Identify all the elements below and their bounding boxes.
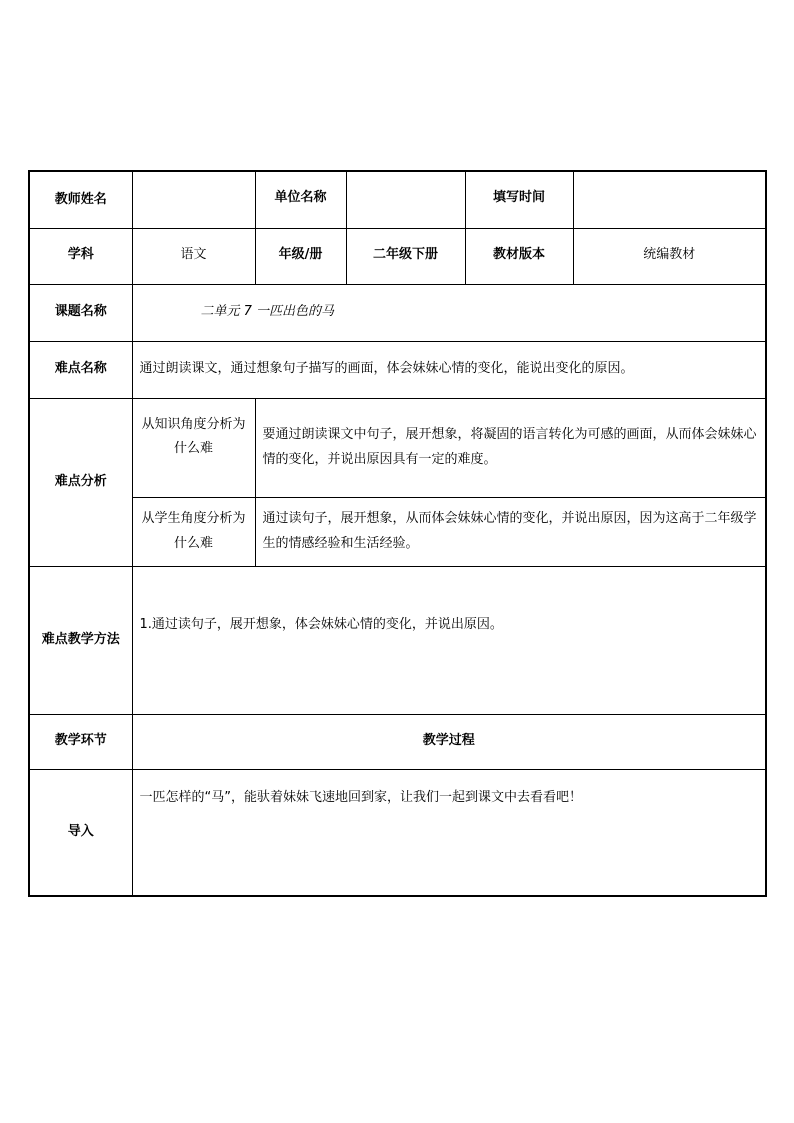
subject-value: 语文: [132, 228, 255, 284]
row-analysis-knowledge: [29, 398, 766, 497]
difficulty-label: 难点名称: [29, 341, 132, 398]
process-label: 教学过程: [132, 714, 766, 769]
subject-label: 学科: [29, 228, 132, 284]
row-method: [29, 566, 766, 714]
row-analysis-student: [29, 497, 766, 566]
analysis-knowledge-label: 从知识角度分析为什么难: [132, 398, 255, 497]
intro-label: 导入: [29, 769, 132, 896]
row-topic: [29, 284, 766, 341]
difficulty-value: 通过朗读课文，通过想象句子描写的画面，体会妹妹心情的变化，能说出变化的原因。: [132, 341, 766, 398]
teacher-name-label: 教师姓名: [29, 171, 132, 228]
row-intro: [29, 769, 766, 896]
fill-time-label: 填写时间: [465, 171, 573, 228]
textbook-value: 统编教材: [573, 228, 766, 284]
analysis-knowledge-value: 要通过朗读课文中句子，展开想象，将凝固的语言转化为可感的画面，从而体会妹妹心情的变化，并说出原因具有一定的难度。: [255, 398, 766, 497]
textbook-label: 教材版本: [465, 228, 573, 284]
row-stage-header: [29, 714, 766, 769]
analysis-student-value: 通过读句子，展开想象，从而体会妹妹心情的变化，并说出原因，因为这高于二年级学生的情感经验和生活经验。: [255, 497, 766, 566]
analysis-student-label: 从学生角度分析为什么难: [132, 497, 255, 566]
unit-name-label: 单位名称: [255, 171, 346, 228]
lesson-plan-table: [28, 170, 767, 897]
stage-label: 教学环节: [29, 714, 132, 769]
fill-time-value: [573, 171, 766, 228]
grade-value: 二年级下册: [346, 228, 465, 284]
row-teacher: [29, 171, 766, 228]
topic-value: 二单元 7 一匹出色的马: [132, 284, 766, 341]
method-value: 1.通过读句子，展开想象，体会妹妹心情的变化，并说出原因。: [132, 566, 766, 714]
method-label: 难点教学方法: [29, 566, 132, 714]
grade-label: 年级/册: [255, 228, 346, 284]
intro-value: 一匹怎样的“马”，能驮着妹妹飞速地回到家，让我们一起到课文中去看看吧！: [132, 769, 766, 896]
row-subject: [29, 228, 766, 284]
analysis-label: 难点分析: [29, 398, 132, 566]
row-difficulty: [29, 341, 766, 398]
topic-label: 课题名称: [29, 284, 132, 341]
unit-name-value: [346, 171, 465, 228]
teacher-name-value: [132, 171, 255, 228]
